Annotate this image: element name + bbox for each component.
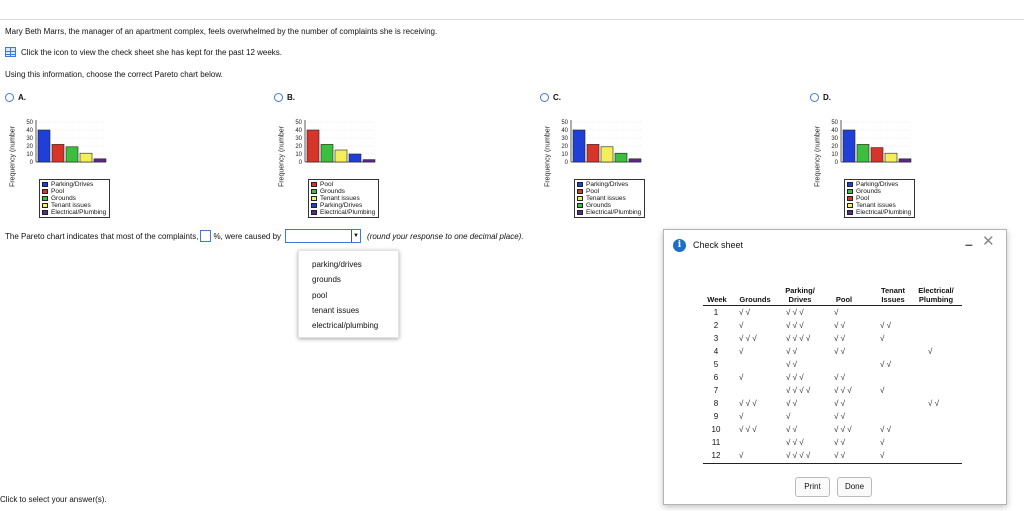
bar [885, 153, 897, 162]
tally-cell: √ √ [834, 321, 846, 330]
week-cell: 11 [711, 438, 721, 447]
chart-d-legend [844, 179, 915, 218]
tally-cell: √ √ √ [786, 321, 804, 330]
tally-cell: √ √ [880, 321, 892, 330]
legend-swatch [577, 203, 583, 208]
chart-a-svg [5, 105, 125, 175]
bar [307, 130, 319, 162]
print-button[interactable]: Print [795, 477, 830, 497]
week-cell: 12 [711, 451, 721, 460]
tally-cell: √ √ [834, 399, 846, 408]
bar [80, 153, 92, 162]
legend-swatch [311, 196, 317, 201]
dropdown-option[interactable]: electrical/plumbing [312, 321, 379, 330]
chart-d-ylabel: Frequency (number [814, 125, 822, 188]
option-c [540, 93, 642, 216]
close-icon[interactable]: ✕ [982, 233, 995, 250]
dialog-title: Check sheet [693, 240, 744, 250]
col-week: Week [707, 295, 727, 304]
pareto-chart-b [274, 105, 394, 215]
chart-c-svg [540, 105, 660, 175]
col-pool: Pool [835, 295, 853, 304]
legend-swatch [577, 210, 583, 215]
check-sheet-dialog [663, 229, 1007, 505]
table-row [703, 358, 962, 371]
percent-input[interactable] [200, 230, 211, 242]
bar [615, 153, 627, 162]
chart-d-svg [810, 105, 930, 175]
y-tick-label: 40 [26, 128, 33, 134]
legend-swatch [577, 196, 583, 201]
week-cell: 8 [713, 399, 719, 408]
legend-item: Pool [856, 195, 870, 202]
tally-cell: √ √ [880, 360, 892, 369]
legend-item: Tenant issues [856, 202, 896, 209]
y-tick-label: 40 [561, 128, 568, 134]
legend-swatch [577, 189, 583, 194]
pareto-chart-a [5, 105, 125, 215]
bar [335, 150, 347, 162]
legend-item: Parking/Drives [856, 181, 899, 188]
legend-item: Electrical/Plumbing [586, 209, 642, 216]
done-button[interactable]: Done [837, 477, 872, 497]
tally-cell: √ √ √ [786, 438, 804, 447]
table-body [703, 306, 962, 462]
y-tick-label: 10 [831, 152, 838, 158]
tally-cell: √ √ √ [786, 308, 804, 317]
dialog-header [664, 230, 1006, 260]
legend-swatch [847, 203, 853, 208]
week-cell: 5 [713, 360, 719, 369]
legend-item: Grounds [51, 195, 76, 202]
legend-item: Pool [51, 188, 65, 195]
tally-cell: √ √ √ [739, 334, 757, 343]
y-tick-label: 20 [561, 144, 568, 150]
legend-item: Electrical/Plumbing [320, 209, 376, 216]
tally-cell: √ √ √ [834, 386, 852, 395]
option-b-letter: B. [287, 93, 295, 102]
bar [573, 130, 585, 162]
tally-cell: √ [739, 321, 744, 330]
instruction-text: Using this information, choose the correct Pareto chart below. [5, 70, 223, 79]
tally-cell: √ √ [834, 347, 846, 356]
bar [857, 144, 869, 162]
tally-cell: √ √ [834, 451, 846, 460]
table-row [703, 436, 962, 449]
legend-swatch [311, 210, 317, 215]
legend-swatch [311, 189, 317, 194]
tally-cell: √ [880, 451, 885, 460]
tally-cell: √ [786, 412, 791, 421]
bar [629, 159, 641, 162]
option-a [5, 93, 107, 216]
legend-item: Pool [320, 181, 334, 188]
bar [38, 130, 50, 162]
legend-swatch [311, 203, 317, 208]
y-tick-label: 20 [26, 144, 33, 150]
bar [94, 159, 106, 162]
bar [321, 144, 333, 162]
y-tick-label: 30 [831, 136, 838, 142]
tally-cell: √ √ [880, 425, 892, 434]
tally-cell: √ √ [928, 399, 940, 408]
y-tick-label: 30 [295, 136, 302, 142]
bar [363, 160, 375, 162]
cause-dropdown [298, 250, 399, 338]
legend-swatch [847, 182, 853, 187]
bar [899, 159, 911, 162]
y-tick-label: 0 [29, 160, 33, 166]
bar [66, 147, 78, 162]
legend-item: Electrical/Plumbing [51, 209, 107, 216]
chart-c-legend [574, 179, 645, 218]
tally-cell: √ √ [786, 399, 798, 408]
bar [52, 144, 64, 162]
legend-item: Grounds [320, 188, 345, 195]
col-parking: Parking/ Drives [785, 286, 815, 304]
legend-item: Parking/Drives [586, 181, 629, 188]
cause-select[interactable] [285, 229, 361, 243]
tally-cell: √ [880, 438, 885, 447]
y-tick-label: 10 [26, 152, 33, 158]
bar [587, 144, 599, 162]
tally-cell: √ [739, 412, 744, 421]
legend-swatch [847, 210, 853, 215]
y-tick-label: 50 [295, 120, 302, 126]
check-sheet-table [703, 283, 962, 464]
pareto-chart-d [810, 105, 930, 215]
tally-cell: √ √ [786, 347, 798, 356]
week-cell: 7 [713, 386, 719, 395]
y-tick-label: 0 [834, 160, 838, 166]
click-icon-text: Click the icon to view the check sheet she has kept for the past 12 weeks. [21, 47, 283, 57]
legend-swatch [311, 182, 317, 187]
tally-cell: √ √ [834, 438, 846, 447]
legend-item: Grounds [856, 188, 881, 195]
table-row [703, 306, 962, 319]
legend-swatch [42, 203, 48, 208]
legend-item: Tenant issues [586, 195, 626, 202]
table-header [703, 283, 962, 306]
legend-item: Pool [586, 188, 600, 195]
table-row [703, 371, 962, 384]
y-tick-label: 10 [295, 152, 302, 158]
chart-c-ylabel: Frequency (number [544, 125, 552, 188]
tally-cell: √ [739, 373, 744, 382]
chart-b-legend [308, 179, 379, 218]
option-c-letter: C. [553, 93, 561, 102]
tally-cell: √ √ √ [786, 373, 804, 382]
legend-item: Parking/Drives [51, 181, 94, 188]
tally-cell: √ √ √ [739, 399, 757, 408]
tally-cell: √ [834, 308, 839, 317]
week-cell: 2 [713, 321, 719, 330]
tally-cell: √ [928, 347, 933, 356]
pareto-chart-c [540, 105, 660, 215]
legend-item: Tenant issues [51, 202, 91, 209]
y-tick-label: 50 [561, 120, 568, 126]
legend-item: Grounds [586, 202, 611, 209]
table-row [703, 410, 962, 423]
option-b-radio[interactable] [274, 93, 283, 102]
info-icon: i [673, 239, 686, 252]
table-row [703, 384, 962, 397]
legend-swatch [42, 189, 48, 194]
table-icon[interactable] [5, 47, 16, 57]
tally-cell: √ √ [739, 308, 751, 317]
table-row [703, 332, 962, 345]
table-row [703, 449, 962, 462]
y-tick-label: 0 [298, 160, 302, 166]
tally-cell: √ √ [834, 334, 846, 343]
legend-swatch [42, 210, 48, 215]
chart-a-ylabel: Frequency (number [9, 125, 17, 188]
dropdown-option[interactable]: pool [312, 291, 328, 300]
bar [843, 130, 855, 162]
legend-item: Electrical/Plumbing [856, 209, 912, 216]
y-tick-label: 40 [831, 128, 838, 134]
dropdown-option[interactable]: grounds [312, 275, 341, 284]
option-b [274, 93, 376, 216]
option-a-radio[interactable] [5, 93, 14, 102]
tally-cell: √ √ [786, 360, 798, 369]
option-c-radio[interactable] [540, 93, 549, 102]
tally-cell: √ √ [834, 412, 846, 421]
option-d-radio[interactable] [810, 93, 819, 102]
fill-in-prefix: The Pareto chart indicates that most of the complaints, [5, 231, 199, 241]
col-tenant: Tenant Issues [880, 286, 906, 304]
dropdown-option[interactable]: tenant issues [312, 306, 360, 315]
legend-item: Parking/Drives [320, 202, 363, 209]
tally-cell: √ √ [786, 425, 798, 434]
table-row [703, 345, 962, 358]
legend-item: Tenant issues [320, 195, 360, 202]
top-divider [0, 19, 1024, 20]
legend-swatch [42, 182, 48, 187]
bar [349, 154, 361, 162]
rounding-hint: (round your response to one decimal place). [367, 231, 524, 241]
week-cell: 9 [713, 412, 719, 421]
tally-cell: √ [739, 451, 744, 460]
y-tick-label: 30 [26, 136, 33, 142]
legend-swatch [847, 196, 853, 201]
chart-a-legend [39, 179, 110, 218]
question-intro: Mary Beth Marrs, the manager of an apartment complex, feels overwhelmed by the number of complaints she is receiving. [5, 27, 438, 36]
legend-swatch [577, 182, 583, 187]
table-bottom-rule [703, 463, 962, 464]
check-sheet-link-row [5, 47, 282, 57]
table-row [703, 397, 962, 410]
legend-swatch [42, 196, 48, 201]
fill-in-sentence [5, 229, 524, 243]
tally-cell: √ [880, 386, 885, 395]
y-tick-label: 20 [295, 144, 302, 150]
tally-cell: √ [739, 347, 744, 356]
week-cell: 4 [713, 347, 719, 356]
tally-cell: √ √ √ [834, 425, 852, 434]
tally-cell: √ [880, 334, 885, 343]
col-grounds: Grounds [739, 295, 771, 304]
y-tick-label: 10 [561, 152, 568, 158]
y-tick-label: 0 [564, 160, 568, 166]
option-d [810, 93, 912, 216]
y-tick-label: 40 [295, 128, 302, 134]
option-d-letter: D. [823, 93, 831, 102]
y-tick-label: 50 [26, 120, 33, 126]
tally-cell: √ √ √ √ [786, 451, 811, 460]
y-tick-label: 50 [831, 120, 838, 126]
bar [601, 147, 613, 162]
dropdown-option[interactable]: parking/drives [312, 260, 362, 269]
week-cell: 10 [711, 425, 721, 434]
chart-b-svg [274, 105, 394, 175]
week-cell: 6 [713, 373, 719, 382]
tally-cell: √ √ √ √ [786, 334, 811, 343]
option-a-letter: A. [18, 93, 26, 102]
minimize-icon[interactable]: – [965, 236, 973, 252]
week-cell: 3 [713, 334, 719, 343]
legend-swatch [847, 189, 853, 194]
y-tick-label: 30 [561, 136, 568, 142]
tally-cell: √ √ √ [739, 425, 757, 434]
tally-cell: √ √ √ √ [786, 386, 811, 395]
chevron-down-icon[interactable]: ▼ [351, 230, 360, 242]
table-row [703, 423, 962, 436]
y-tick-label: 20 [831, 144, 838, 150]
week-cell: 1 [713, 308, 719, 317]
chart-b-ylabel: Frequency (number [278, 125, 286, 188]
tally-cell: √ √ [834, 373, 846, 382]
fill-in-middle: %, were caused by [213, 231, 282, 241]
col-electrical: Electrical/ Plumbing [918, 286, 954, 304]
select-answer-hint: Click to select your answer(s). [0, 495, 107, 504]
table-row [703, 319, 962, 332]
bar [871, 148, 883, 162]
